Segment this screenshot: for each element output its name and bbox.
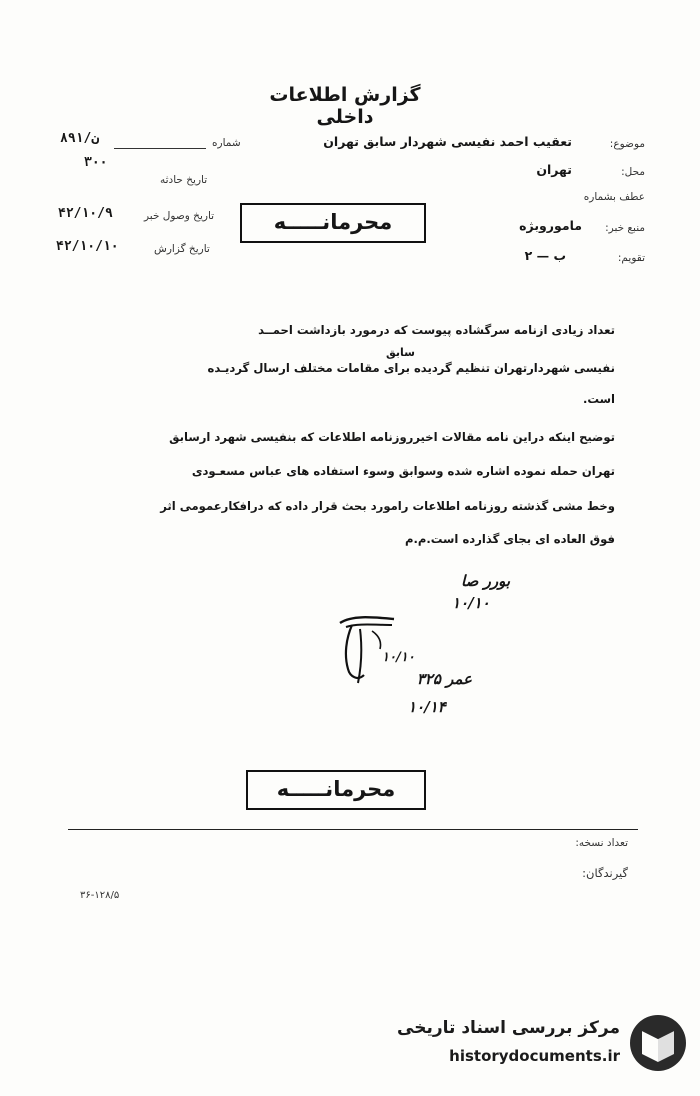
body-line-4: توضیح اینکه دراین نامه مقالات اخیرروزنامه اطلاعات که بنفیسی شهرد ارسابق: [169, 430, 615, 444]
evaluation-value: ب — ۲: [524, 248, 566, 263]
number-sub: ۳۰۰: [84, 155, 108, 170]
form-code: ۳۶-۱۲۸/۵: [80, 890, 120, 901]
body-line-1: تعداد زیادی ازنامه سرگشاده پیوست که درمورد بازداشت احمــد: [258, 323, 615, 337]
body-line-3: است.: [582, 392, 615, 406]
body-line-7: فوق العاده ای بجای گذارده است.م.م: [404, 532, 615, 546]
receipt-date-label: تاریخ وصول خبر: [144, 210, 215, 222]
handwritten-note-2: ۱۰/۱۰: [382, 650, 415, 665]
handwritten-note-1: بورر صا: [461, 572, 510, 590]
confidential-stamp-bottom: محرمانـــــه: [246, 770, 426, 810]
footer-divider: [68, 829, 638, 830]
body-line-2: نفیسی شهردارتهران تنظیم گردیده برای مقامات مختلف ارسال گردیـده: [207, 361, 615, 375]
body-insert-word: سابق: [386, 346, 415, 359]
source-value: ماموروبژه: [519, 218, 582, 233]
number-value: ۸۹۱/ن: [60, 131, 100, 146]
handwritten-note-3: عمر ۳۲۵: [416, 670, 472, 688]
handwritten-note-1-date: ۱۰/۱۰: [452, 594, 490, 612]
body-line-6: وخط مشی گذشته روزنامه اطلاعات رامورد بحث قرار داده که درافکارعمومی اثر: [160, 499, 615, 513]
subject-value: تعقیب احمد نفیسی شهردار سابق تهران: [323, 134, 572, 149]
brand-url: historydocuments.ir: [449, 1047, 620, 1065]
brand-name: مرکز بررسی اسناد تاریخی: [397, 1018, 620, 1038]
handwritten-note-3-date: ۱۰/۱۴: [408, 698, 446, 716]
number-underline: [114, 148, 206, 149]
book-emblem-icon: [628, 1008, 692, 1078]
recipients-label: گیرندگان:: [582, 866, 628, 880]
number-label: شماره: [212, 137, 241, 149]
confidential-stamp-top: محرمانـــــه: [240, 203, 426, 243]
body-line-5: تهران حمله نموده اشاره شده وسوابق وسوء استفاده های عباس مسعـودی: [191, 464, 615, 478]
incident-date-label: تاریخ حادثه: [160, 174, 208, 186]
receipt-date-value: ۴۲/۱۰/۹: [58, 206, 113, 221]
subject-label: موضوع:: [609, 138, 645, 150]
report-date-value: ۴۲/۱۰/۱۰: [56, 239, 119, 254]
source-label: منبع خبر:: [605, 222, 645, 234]
reference-label: عطف بشماره: [583, 191, 645, 203]
copies-label: تعداد نسخه:: [575, 837, 628, 849]
place-label: محل:: [621, 166, 645, 178]
place-value: تهران: [536, 162, 572, 177]
report-date-label: تاریخ گزارش: [154, 243, 210, 255]
evaluation-label: تقویم:: [617, 252, 645, 264]
document-title: گزارش اطلاعات داخلی: [269, 84, 421, 128]
